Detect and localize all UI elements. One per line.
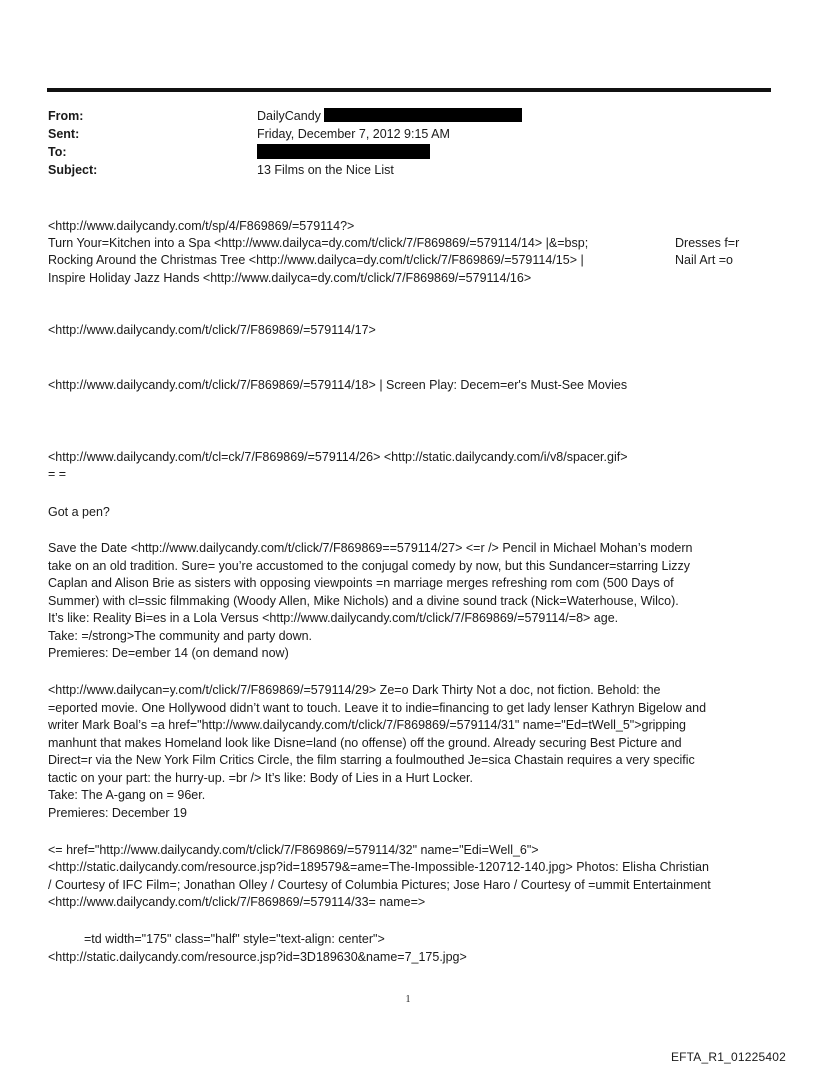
body-line: <http://static.dailycandy.com/resource.jsp?id=189579&=ame=The-Impossible-120712-140.jpg> Photos: Elisha Christian [48,860,709,874]
body-line: =td width="175" class="half" style="text-align: center"> [84,932,385,946]
body-line: <= href="http://www.dailycandy.com/t/click/7/F869869/=579114/32" name="Edi=Well_6"> [48,843,539,857]
subject-value: 13 Films on the Nice List [257,163,394,177]
body-line: Nail Art =o [675,253,734,267]
body-line: Take: The A-gang on = 96er. [48,788,206,802]
sent-value: Friday, December 7, 2012 9:15 AM [257,127,450,141]
body-line: take on an old tradition. Sure= you’re accustomed to the conjugal comedy by now, but this Sundancer=starring Lizzy [48,559,691,573]
redaction-box [257,144,430,159]
body-line: <http://www.dailycandy.com/t/cl=ck/7/F869869/=579114/26> <http://static.dailycandy.com/i/v8/spacer.gif> [48,450,628,464]
page-number: 1 [405,994,411,1005]
body-line: writer Mark Boal’s =a href="http://www.dailycandy.com/t/click/7/F869869/=579114/31" name="Ed=tWell_5">gripping [48,718,687,732]
from-label: From: [48,109,84,123]
body-line: / Courtesy of IFC Film=; Jonathan Olley / Courtesy of Columbia Pictures; Jose Haro / Courtesy of =ummit Entertainment [48,878,711,892]
body-line: <http://www.dailycan=y.com/t/click/7/F869869/=579114/29> Ze=o Dark Thirty Not a doc, not fiction. Behold: the [48,683,661,697]
body-line: <http://www.dailycandy.com/t/click/7/F869869/=579114/17> [48,323,376,337]
to-value [257,144,430,162]
sent-label: Sent: [48,127,80,141]
body-line: Premieres: December 19 [48,806,187,820]
header-rule [47,88,771,92]
body-line: tactic on your part: the hurry-up. =br /> It’s like: Body of Lies in a Hurt Locker. [48,771,473,785]
body-line: Take: =/strong>The community and party down. [48,629,313,643]
body-line: Save the Date <http://www.dailycandy.com/t/click/7/F869869==579114/27> <=r /> Pencil in Michael Mohan’s modern [48,541,693,555]
body-line: manhunt that makes Homeland look like Disne=land (no offense) off the ground. Already securing Best Picture and [48,736,682,750]
to-label: To: [48,145,67,159]
body-line: It’s like: Reality Bi=es in a Lola Versus <http://www.dailycandy.com/t/click/7/F869869/=579114/=8> age. [48,611,619,625]
body-line: = = [48,467,67,481]
subject-label: Subject: [48,163,98,177]
body-line: Summer) with cl=ssic filmmaking (Woody Allen, Mike Nichols) and a divine sound track (Nick=Waterhouse, Wilco). [48,594,679,608]
body-line: Dresses f=r [675,236,740,250]
body-line: Inspire Holiday Jazz Hands <http://www.dailyca=dy.com/t/click/7/F869869/=579114/16> [48,271,532,285]
body-line: Got a pen? [48,505,110,519]
body-line: Turn Your=Kitchen into a Spa <http://www.dailyca=dy.com/t/click/7/F869869/=579114/14> |&=bsp; [48,236,589,250]
body-line: Caplan and Alison Brie as sisters with opposing viewpoints =n marriage merges refreshing rom com (500 Days of [48,576,674,590]
body-line: <http://www.dailycandy.com/t/sp/4/F869869/=579114?> [48,219,355,233]
body-line: <http://www.dailycandy.com/t/click/7/F869869/=579114/18> | Screen Play: Decem=er's Must-See Movies [48,378,628,392]
body-line: <http://static.dailycandy.com/resource.jsp?id=3D189630&name=7_175.jpg> [48,950,467,964]
bates-number: EFTA_R1_01225402 [670,1050,786,1064]
body-line: <http://www.dailycandy.com/t/click/7/F869869/=579114/33= name=> [48,895,426,909]
body-line: Rocking Around the Christmas Tree <http://www.dailyca=dy.com/t/click/7/F869869/=579114/15> | [48,253,584,267]
redaction-box [324,108,522,122]
body-line: Premieres: De=ember 14 (on demand now) [48,646,289,660]
from-value: DailyCandy [257,108,522,125]
body-line: =eported movie. One Hollywood didn’t want to touch. Leave it to indie=financing to get lady lenser Kathryn Bigelow and [48,701,707,715]
body-line: Direct=r via the New York Film Critics Circle, the film starring a foulmouthed Je=sica Chastain requires a very specific [48,753,695,767]
